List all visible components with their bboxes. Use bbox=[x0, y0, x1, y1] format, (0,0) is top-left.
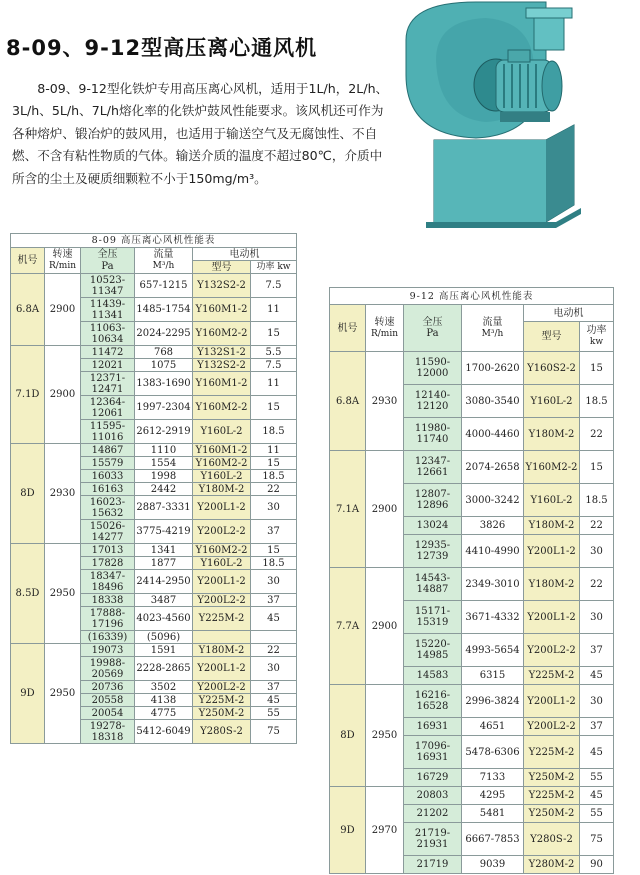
cell-motor-type: Y225M-2 bbox=[524, 787, 580, 805]
cell-power: 45 bbox=[580, 667, 614, 685]
cell-power: 30 bbox=[580, 601, 614, 634]
cell-power: 30 bbox=[251, 496, 297, 520]
cell-power: 75 bbox=[251, 720, 297, 744]
cell-pressure: 14583 bbox=[404, 667, 462, 685]
cell-pressure bbox=[404, 601, 462, 634]
cell-speed: 2900 bbox=[366, 568, 404, 685]
cell-speed: 2930 bbox=[366, 352, 404, 451]
cell-motor-type: Y200L2-2 bbox=[193, 520, 251, 544]
cell-flow: 2024-2295 bbox=[135, 322, 193, 346]
cell-motor-type: Y160S2-2 bbox=[524, 352, 580, 385]
cell-pressure bbox=[404, 484, 462, 517]
cell-pressure: (16339) bbox=[81, 631, 135, 644]
cell-pressure bbox=[81, 720, 135, 744]
table-row bbox=[330, 451, 614, 484]
header-power: 功率 kw bbox=[580, 322, 614, 352]
cell-motor-type: Y180M-2 bbox=[524, 418, 580, 451]
cell-flow: 3000-3242 bbox=[462, 484, 524, 517]
cell-motor-type: Y200L2-2 bbox=[524, 718, 580, 736]
header-flow-unit: M³/h bbox=[135, 261, 193, 274]
cell-flow: 2414-2950 bbox=[135, 570, 193, 594]
cell-power: 22 bbox=[580, 418, 614, 451]
cell-motor-type: Y160M2-2 bbox=[193, 544, 251, 557]
pressure-range-end: 12000 bbox=[416, 368, 449, 379]
cell-motor-type: Y280S-2 bbox=[524, 823, 580, 856]
cell-flow: 1877 bbox=[135, 557, 193, 570]
cell-flow: 4295 bbox=[462, 787, 524, 805]
cell-motor-type: Y200L1-2 bbox=[193, 570, 251, 594]
cell-flow: 3502 bbox=[135, 681, 193, 694]
pressure-range-start: 10523- bbox=[89, 274, 126, 286]
cell-motor-type: Y132S1-2 bbox=[193, 346, 251, 359]
cell-flow: 2996-3824 bbox=[462, 685, 524, 718]
cell-pressure bbox=[81, 607, 135, 631]
cell-pressure bbox=[81, 274, 135, 298]
cell-motor-type: Y280M-2 bbox=[524, 856, 580, 874]
cell-model: 6.8A bbox=[330, 352, 366, 451]
cell-pressure: 12021 bbox=[81, 359, 135, 372]
cell-power: 45 bbox=[580, 787, 614, 805]
pressure-range-start: 11590- bbox=[414, 357, 451, 368]
cell-pressure bbox=[404, 823, 462, 856]
cell-motor-type: Y200L1-2 bbox=[524, 535, 580, 568]
cell-pressure: 14867 bbox=[81, 444, 135, 457]
cell-power: 15 bbox=[251, 544, 297, 557]
cell-power: 75 bbox=[580, 823, 614, 856]
cell-flow: 1554 bbox=[135, 457, 193, 470]
cell-pressure bbox=[404, 385, 462, 418]
header-speed-unit: R/min bbox=[45, 261, 81, 274]
cell-motor-type: Y160L-2 bbox=[524, 484, 580, 517]
cell-power: 15 bbox=[580, 352, 614, 385]
cell-model: 9D bbox=[330, 787, 366, 874]
cell-pressure bbox=[81, 372, 135, 396]
cell-flow: 3671-4332 bbox=[462, 601, 524, 634]
cell-power: 37 bbox=[251, 520, 297, 544]
cell-pressure: 19073 bbox=[81, 644, 135, 657]
cell-pressure bbox=[81, 396, 135, 420]
cell-motor-type: Y160M1-2 bbox=[193, 298, 251, 322]
cell-flow: 2887-3331 bbox=[135, 496, 193, 520]
cell-flow: 3487 bbox=[135, 594, 193, 607]
cell-flow: 4023-4560 bbox=[135, 607, 193, 631]
cell-speed: 2950 bbox=[366, 685, 404, 787]
pressure-range-start: 16023- bbox=[89, 496, 126, 508]
cell-motor-type: Y180M-2 bbox=[193, 483, 251, 496]
pressure-range-end: 21931 bbox=[416, 839, 449, 850]
cell-pressure bbox=[81, 657, 135, 681]
cell-pressure bbox=[404, 451, 462, 484]
cell-flow: 768 bbox=[135, 346, 193, 359]
cell-motor-type: Y200L2-2 bbox=[524, 634, 580, 667]
cell-pressure bbox=[81, 298, 135, 322]
cell-power: 37 bbox=[251, 681, 297, 694]
cell-flow: 2442 bbox=[135, 483, 193, 496]
cell-speed: 2950 bbox=[45, 544, 81, 644]
cell-flow: 4138 bbox=[135, 694, 193, 707]
cell-power: 7.5 bbox=[251, 274, 297, 298]
cell-motor-type: Y225M-2 bbox=[524, 736, 580, 769]
pressure-range-start: 12347- bbox=[414, 456, 451, 467]
cell-flow: 3080-3540 bbox=[462, 385, 524, 418]
cell-power: 22 bbox=[580, 517, 614, 535]
cell-flow: 2228-2865 bbox=[135, 657, 193, 681]
cell-model: 7.1A bbox=[330, 451, 366, 568]
header-motor: 电动机 bbox=[193, 248, 297, 261]
header-pressure: 全压 bbox=[81, 248, 135, 261]
pressure-range-start: 19278- bbox=[89, 720, 126, 732]
table-row bbox=[11, 644, 297, 657]
table-row bbox=[11, 544, 297, 557]
cell-flow: 9039 bbox=[462, 856, 524, 874]
cell-pressure: 17013 bbox=[81, 544, 135, 557]
cell-power: 37 bbox=[580, 634, 614, 667]
cell-pressure: 20736 bbox=[81, 681, 135, 694]
header-flow: 流量 M³/h bbox=[462, 305, 524, 352]
table-8-09-performance bbox=[10, 233, 297, 744]
pressure-range-start: 12935- bbox=[414, 540, 451, 551]
cell-power: 30 bbox=[580, 685, 614, 718]
cell-pressure: 21202 bbox=[404, 805, 462, 823]
header-motor-type: 型号 bbox=[193, 261, 251, 274]
pressure-range-end: 11341 bbox=[91, 309, 124, 321]
cell-motor-type: Y200L2-2 bbox=[193, 594, 251, 607]
cell-flow: 1997-2304 bbox=[135, 396, 193, 420]
table-9-12-performance bbox=[329, 287, 614, 874]
cell-motor-type: Y160L-2 bbox=[193, 470, 251, 483]
pressure-range-end: 15632 bbox=[91, 507, 124, 519]
cell-model: 8.5D bbox=[11, 544, 45, 644]
cell-pressure bbox=[404, 736, 462, 769]
cell-power: 37 bbox=[580, 718, 614, 736]
cell-pressure bbox=[404, 352, 462, 385]
cell-power: 18.5 bbox=[580, 484, 614, 517]
cell-flow: (5096) bbox=[135, 631, 193, 644]
pressure-range-end: 12471 bbox=[91, 383, 124, 395]
cell-flow: 4000-4460 bbox=[462, 418, 524, 451]
cell-flow: 2074-2658 bbox=[462, 451, 524, 484]
cell-flow: 1383-1690 bbox=[135, 372, 193, 396]
cell-pressure bbox=[81, 520, 135, 544]
cell-flow: 5478-6306 bbox=[462, 736, 524, 769]
cell-model: 8D bbox=[11, 444, 45, 544]
pressure-range-end: 11740 bbox=[416, 434, 449, 445]
pressure-range-end: 10634 bbox=[91, 333, 124, 345]
table-caption: 9-12 高压离心风机性能表 bbox=[330, 288, 614, 305]
cell-motor-type: Y180M-2 bbox=[193, 644, 251, 657]
cell-flow: 1485-1754 bbox=[135, 298, 193, 322]
cell-motor-type: Y180M-2 bbox=[524, 517, 580, 535]
cell-power: 30 bbox=[580, 535, 614, 568]
intro-paragraph: 8-09、9-12型化铁炉专用高压离心风机，适用于1L/h，2L/h、3L/h、5L/h、7L/h熔化率的化铁炉鼓风性能要求。该风机还可作为各种熔炉、锻冶炉的鼓风用，也适用于输送空气及无腐蚀性、不自燃、不含有粘性物质的气体。输送介质的温度不超过80℃，介质中所含的尘土及硬质细颗粒不小于150mg/m³。 bbox=[12, 81, 389, 186]
pressure-range-start: 11439- bbox=[89, 298, 126, 310]
pressure-range-end: 12120 bbox=[416, 401, 449, 412]
pressure-range-start: 15171- bbox=[414, 606, 451, 617]
cell-motor-type: Y225M-2 bbox=[193, 607, 251, 631]
pressure-range-end: 20569 bbox=[91, 668, 124, 680]
cell-flow: 4775 bbox=[135, 707, 193, 720]
cell-power: 45 bbox=[251, 694, 297, 707]
cell-model: 7.1D bbox=[11, 346, 45, 444]
cell-pressure bbox=[81, 322, 135, 346]
cell-pressure bbox=[404, 418, 462, 451]
cell-pressure: 18338 bbox=[81, 594, 135, 607]
cell-motor-type: Y200L1-2 bbox=[193, 496, 251, 520]
header-motor: 电动机 bbox=[524, 305, 614, 322]
cell-power bbox=[251, 631, 297, 644]
cell-power: 11 bbox=[251, 444, 297, 457]
cell-power: 15 bbox=[251, 396, 297, 420]
cell-motor-type: Y132S2-2 bbox=[193, 274, 251, 298]
cell-pressure: 16163 bbox=[81, 483, 135, 496]
cell-motor-type: Y280S-2 bbox=[193, 720, 251, 744]
cell-power: 18.5 bbox=[251, 420, 297, 444]
table-row bbox=[11, 444, 297, 457]
cell-motor-type: Y160M1-2 bbox=[193, 372, 251, 396]
cell-speed: 2900 bbox=[366, 451, 404, 568]
cell-flow: 6667-7853 bbox=[462, 823, 524, 856]
cell-motor-type: Y200L2-2 bbox=[193, 681, 251, 694]
cell-pressure: 21719 bbox=[404, 856, 462, 874]
pressure-range-end: 12896 bbox=[416, 500, 449, 511]
header-speed: 转速 bbox=[45, 248, 81, 261]
cell-pressure bbox=[81, 496, 135, 520]
cell-flow: 3775-4219 bbox=[135, 520, 193, 544]
cell-flow: 4993-5654 bbox=[462, 634, 524, 667]
cell-speed: 2970 bbox=[366, 787, 404, 874]
cell-power: 45 bbox=[580, 736, 614, 769]
pressure-range-end: 11347 bbox=[91, 285, 124, 297]
cell-motor-type: Y250M-2 bbox=[524, 805, 580, 823]
pressure-range-end: 18318 bbox=[91, 731, 124, 743]
cell-flow: 3826 bbox=[462, 517, 524, 535]
table-row bbox=[11, 274, 297, 298]
page-title: 8-09、9-12型高压离心通风机 bbox=[6, 36, 318, 60]
cell-power: 22 bbox=[580, 568, 614, 601]
header-pressure-unit: Pa bbox=[81, 261, 135, 274]
pressure-range-start: 16216- bbox=[414, 690, 451, 701]
header-model: 机号 bbox=[330, 305, 366, 352]
pressure-range-end: 14985 bbox=[416, 650, 449, 661]
cell-flow: 4410-4990 bbox=[462, 535, 524, 568]
cell-speed: 2930 bbox=[45, 444, 81, 544]
pressure-range-end: 18496 bbox=[91, 581, 124, 593]
cell-motor-type bbox=[193, 631, 251, 644]
cell-power: 30 bbox=[251, 570, 297, 594]
cell-pressure bbox=[404, 568, 462, 601]
cell-flow: 7133 bbox=[462, 769, 524, 787]
cell-pressure bbox=[404, 634, 462, 667]
cell-motor-type: Y160L-2 bbox=[524, 385, 580, 418]
cell-power: 15 bbox=[251, 322, 297, 346]
fan-photo bbox=[396, 0, 640, 228]
cell-pressure: 20054 bbox=[81, 707, 135, 720]
cell-speed: 2900 bbox=[45, 346, 81, 444]
cell-flow: 1998 bbox=[135, 470, 193, 483]
cell-flow: 1341 bbox=[135, 544, 193, 557]
header-model: 机号 bbox=[11, 248, 45, 274]
pressure-range-start: 12364- bbox=[89, 396, 126, 408]
cell-pressure: 20558 bbox=[81, 694, 135, 707]
cell-pressure bbox=[81, 420, 135, 444]
cell-power: 90 bbox=[580, 856, 614, 874]
pressure-range-end: 15319 bbox=[416, 617, 449, 628]
cell-pressure bbox=[81, 570, 135, 594]
cell-motor-type: Y250M-2 bbox=[524, 769, 580, 787]
cell-flow: 5481 bbox=[462, 805, 524, 823]
cell-power: 55 bbox=[251, 707, 297, 720]
table-caption: 8-09 高压离心风机性能表 bbox=[11, 234, 297, 248]
cell-power: 11 bbox=[251, 372, 297, 396]
cell-motor-type: Y200L1-2 bbox=[524, 601, 580, 634]
table-row bbox=[330, 352, 614, 385]
cell-pressure: 16729 bbox=[404, 769, 462, 787]
cell-motor-type: Y225M-2 bbox=[524, 667, 580, 685]
cell-power: 22 bbox=[251, 483, 297, 496]
cell-motor-type: Y200L1-2 bbox=[193, 657, 251, 681]
pressure-range-start: 15026- bbox=[89, 520, 126, 532]
pressure-range-start: 19988- bbox=[89, 657, 126, 669]
pressure-range-end: 14277 bbox=[91, 531, 124, 543]
cell-pressure: 16931 bbox=[404, 718, 462, 736]
cell-model: 9D bbox=[11, 644, 45, 744]
cell-flow: 1700-2620 bbox=[462, 352, 524, 385]
pressure-range-end: 12661 bbox=[416, 467, 449, 478]
pressure-range-start: 11595- bbox=[89, 420, 126, 432]
pressure-range-start: 21719- bbox=[414, 828, 451, 839]
cell-flow: 1075 bbox=[135, 359, 193, 372]
cell-power: 18.5 bbox=[251, 557, 297, 570]
cell-motor-type: Y160M2-2 bbox=[524, 451, 580, 484]
cell-pressure bbox=[404, 535, 462, 568]
cell-power: 7.5 bbox=[251, 359, 297, 372]
table-row bbox=[330, 685, 614, 718]
cell-flow: 2612-2919 bbox=[135, 420, 193, 444]
cell-motor-type: Y160M2-2 bbox=[193, 457, 251, 470]
header-flow: 流量 bbox=[135, 248, 193, 261]
cell-flow: 2349-3010 bbox=[462, 568, 524, 601]
cell-pressure: 11472 bbox=[81, 346, 135, 359]
cell-pressure: 16033 bbox=[81, 470, 135, 483]
pressure-range-end: 12061 bbox=[91, 407, 124, 419]
cell-pressure: 20803 bbox=[404, 787, 462, 805]
cell-power: 18.5 bbox=[251, 470, 297, 483]
cell-power: 37 bbox=[251, 594, 297, 607]
cell-pressure bbox=[404, 685, 462, 718]
cell-power: 5.5 bbox=[251, 346, 297, 359]
cell-flow: 1591 bbox=[135, 644, 193, 657]
pressure-range-end: 16528 bbox=[416, 701, 449, 712]
pressure-range-start: 11980- bbox=[414, 423, 451, 434]
cell-motor-type: Y180M-2 bbox=[524, 568, 580, 601]
cell-power: 30 bbox=[251, 657, 297, 681]
table-row bbox=[11, 346, 297, 359]
cell-motor-type: Y160L-2 bbox=[193, 557, 251, 570]
pressure-range-end: 17196 bbox=[91, 618, 124, 630]
cell-motor-type: Y250M-2 bbox=[193, 707, 251, 720]
cell-model: 6.8A bbox=[11, 274, 45, 346]
pressure-range-start: 15220- bbox=[414, 639, 451, 650]
header-speed: 转速 R/min bbox=[366, 305, 404, 352]
pressure-range-start: 18347- bbox=[89, 570, 126, 582]
header-power: 功率 kw bbox=[251, 261, 297, 274]
cell-motor-type: Y160M1-2 bbox=[193, 444, 251, 457]
cell-motor-type: Y200L1-2 bbox=[524, 685, 580, 718]
cell-speed: 2900 bbox=[45, 274, 81, 346]
cell-power: 45 bbox=[251, 607, 297, 631]
cell-power: 22 bbox=[251, 644, 297, 657]
pressure-range-start: 11063- bbox=[89, 322, 126, 334]
cell-motor-type: Y225M-2 bbox=[193, 694, 251, 707]
cell-motor-type: Y160M2-2 bbox=[193, 322, 251, 346]
pressure-range-start: 14543- bbox=[414, 573, 451, 584]
cell-pressure: 17828 bbox=[81, 557, 135, 570]
table-row bbox=[330, 568, 614, 601]
pressure-range-start: 17888- bbox=[89, 607, 126, 619]
pressure-range-end: 16931 bbox=[416, 752, 449, 763]
cell-model: 8D bbox=[330, 685, 366, 787]
pressure-range-start: 17096- bbox=[414, 741, 451, 752]
pressure-range-end: 12739 bbox=[416, 551, 449, 562]
table-row bbox=[330, 787, 614, 805]
cell-pressure: 13024 bbox=[404, 517, 462, 535]
pressure-range-start: 12140- bbox=[414, 390, 451, 401]
cell-motor-type: Y160L-2 bbox=[193, 420, 251, 444]
cell-motor-type: Y132S2-2 bbox=[193, 359, 251, 372]
pressure-range-end: 14887 bbox=[416, 584, 449, 595]
cell-flow: 1110 bbox=[135, 444, 193, 457]
cell-flow: 657-1215 bbox=[135, 274, 193, 298]
cell-model: 7.7A bbox=[330, 568, 366, 685]
cell-power: 11 bbox=[251, 298, 297, 322]
cell-power: 18.5 bbox=[580, 385, 614, 418]
cell-flow: 5412-6049 bbox=[135, 720, 193, 744]
cell-speed: 2950 bbox=[45, 644, 81, 744]
cell-power: 55 bbox=[580, 805, 614, 823]
header-motor-type: 型号 bbox=[524, 322, 580, 352]
cell-motor-type: Y160M2-2 bbox=[193, 396, 251, 420]
cell-power: 15 bbox=[251, 457, 297, 470]
pressure-range-start: 12371- bbox=[89, 372, 126, 384]
cell-power: 15 bbox=[580, 451, 614, 484]
pressure-range-start: 12807- bbox=[414, 489, 451, 500]
cell-pressure: 15579 bbox=[81, 457, 135, 470]
cell-power: 55 bbox=[580, 769, 614, 787]
cell-flow: 6315 bbox=[462, 667, 524, 685]
header-pressure: 全压 Pa bbox=[404, 305, 462, 352]
cell-flow: 4651 bbox=[462, 718, 524, 736]
pressure-range-end: 11016 bbox=[91, 431, 124, 443]
